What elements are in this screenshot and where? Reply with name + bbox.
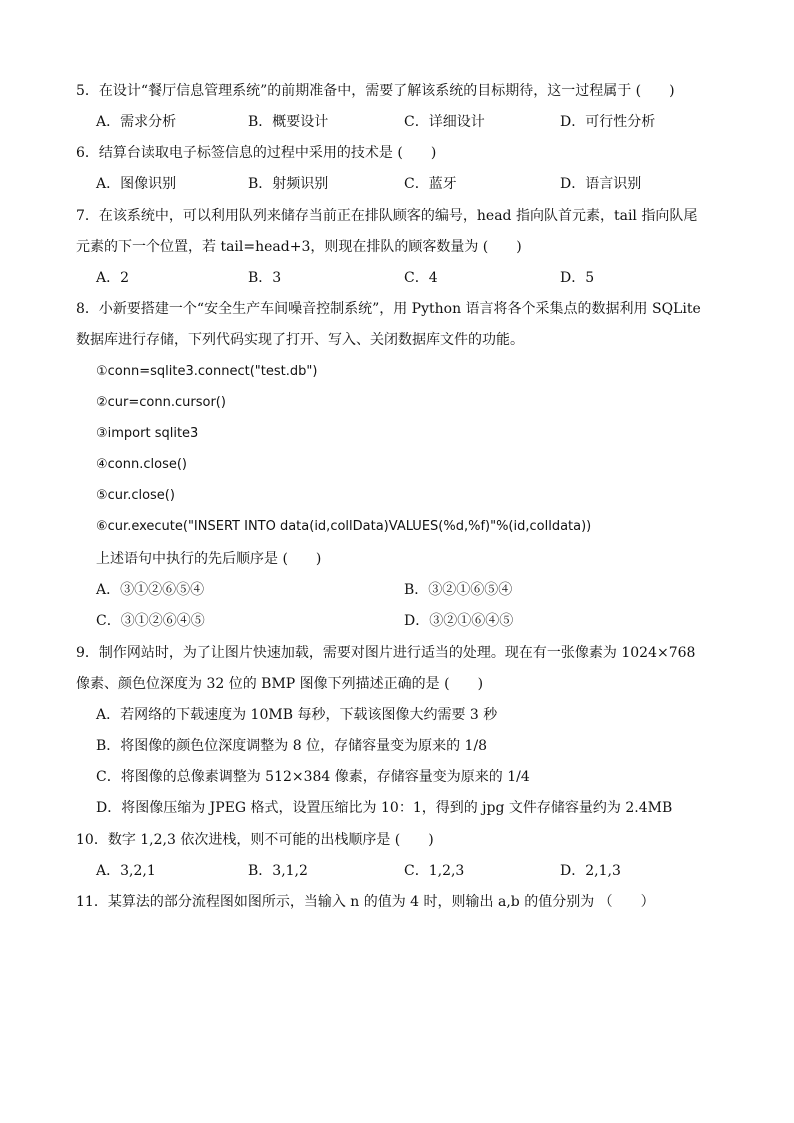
question-8-sub: 上述语句中执行的先后顺序是 ( ) <box>96 551 322 567</box>
q8-option-a: A．③①②⑥⑤④ <box>96 582 205 598</box>
q10-option-a: A．3,2,1 <box>96 863 156 879</box>
q8-option-b: B．③②①⑥⑤④ <box>404 582 513 598</box>
q9-option-c: C．将图像的总像素调整为 512×384 像素，存储容量变为原来的 1/4 <box>96 769 530 785</box>
question-5-options <box>96 112 736 132</box>
code-line-5: ⑤cur.close() <box>96 488 175 503</box>
q10-option-d: D．2,1,3 <box>560 863 621 879</box>
q8-option-c: C．③①②⑥④⑤ <box>96 613 205 629</box>
question-7-stem-line1: 7．在该系统中，可以利用队列来储存当前正在排队顾客的编号，head 指向队首元素，tail 指向队尾 <box>76 208 698 224</box>
question-7-options <box>96 268 736 288</box>
q6-option-c: C．蓝牙 <box>404 176 457 192</box>
question-6-options <box>96 174 736 194</box>
q7-option-d: D．5 <box>560 270 595 286</box>
question-9-stem-line1: 9．制作网站时，为了让图片快速加载，需要对图片进行适当的处理。现在有一张像素为 1024×768 <box>76 645 696 661</box>
q6-option-d: D．语言识别 <box>560 176 642 192</box>
question-8-options-row2 <box>96 611 736 631</box>
code-line-4: ④conn.close() <box>96 457 187 472</box>
question-7-stem-line2: 元素的下一个位置，若 tail=head+3，则现在排队的顾客数量为 ( ) <box>76 239 522 255</box>
q9-option-d: D．将图像压缩为 JPEG 格式，设置压缩比为 10：1，得到的 jpg 文件存储容量约为 2.4MB <box>96 800 673 816</box>
question-9-stem-line2: 像素、颜色位深度为 32 位的 BMP 图像下列描述正确的是 ( ) <box>76 676 484 692</box>
q5-option-c: C．详细设计 <box>404 114 485 130</box>
question-10-options <box>96 861 736 881</box>
q9-option-b: B．将图像的颜色位深度调整为 8 位，存储容量变为原来的 1/8 <box>96 738 488 754</box>
code-line-6: ⑥cur.execute("INSERT INTO data(id,collData)VALUES(%d,%f)"%(id,colldata)) <box>96 519 592 534</box>
question-10-stem: 10．数字 1,2,3 依次进栈，则不可能的出栈顺序是 ( ) <box>76 832 434 848</box>
q9-option-a: A．若网络的下载速度为 10MB 每秒，下载该图像大约需要 3 秒 <box>96 707 498 723</box>
question-11-stem: 11．某算法的部分流程图如图所示，当输入 n 的值为 4 时，则输出 a,b 的值分别为 （ ） <box>76 894 655 910</box>
question-8-stem-line1: 8．小新要搭建一个“安全生产车间噪音控制系统”，用 Python 语言将各个采集点的数据利用 SQLite <box>76 301 701 317</box>
q10-option-b: B．3,1,2 <box>248 863 308 879</box>
q6-option-b: B．射频识别 <box>248 176 329 192</box>
q5-option-d: D．可行性分析 <box>560 114 656 130</box>
question-8-stem-line2: 数据库进行存储，下列代码实现了打开、写入、关闭数据库文件的功能。 <box>76 332 524 348</box>
q7-option-c: C．4 <box>404 270 438 286</box>
q7-option-a: A．2 <box>96 270 130 286</box>
q10-option-c: C．1,2,3 <box>404 863 465 879</box>
code-line-2: ②cur=conn.cursor() <box>96 395 226 410</box>
question-6-stem: 6．结算台读取电子标签信息的过程中采用的技术是 ( ) <box>76 145 437 161</box>
code-line-1: ①conn=sqlite3.connect("test.db") <box>96 364 318 379</box>
q5-option-b: B．概要设计 <box>248 114 329 130</box>
q6-option-a: A．图像识别 <box>96 176 177 192</box>
code-line-3: ③import sqlite3 <box>96 426 199 441</box>
question-8-options-row1 <box>96 580 736 600</box>
q7-option-b: B．3 <box>248 270 282 286</box>
q5-option-a: A．需求分析 <box>96 114 177 130</box>
question-5-stem: 5．在设计“餐厅信息管理系统”的前期准备中，需要了解该系统的目标期待，这一过程属于 ( ) <box>76 83 675 99</box>
q8-option-d: D．③②①⑥④⑤ <box>404 613 514 629</box>
